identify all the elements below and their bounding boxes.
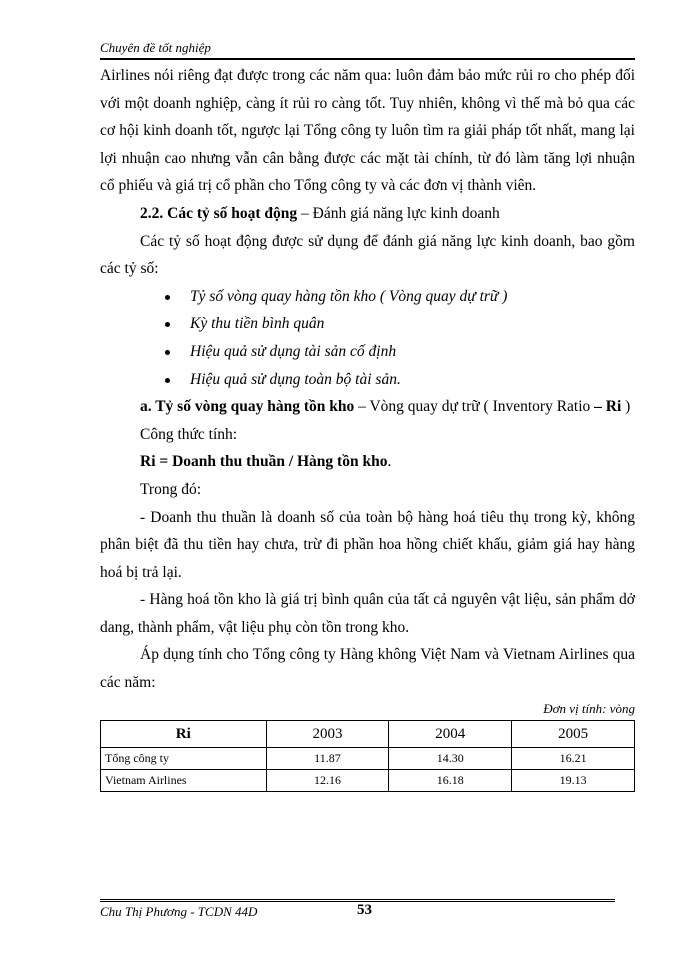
section-heading-number: 2.2. Các tỷ số hoạt động	[140, 204, 298, 222]
table-cell: 11.87	[266, 747, 389, 769]
page-header	[100, 40, 635, 60]
section-heading	[100, 200, 635, 228]
formula-text: Ri = Doanh thu thuần / Hàng tồn kho	[140, 453, 388, 471]
list-item: Tỷ số vòng quay hàng tồn kho ( Vòng quay dự trữ )	[100, 283, 635, 311]
column-header: 2003	[266, 720, 389, 747]
paragraph-ratios-intro: Các tỷ số hoạt động được sử dụng để đánh giá năng lực kinh doanh, bao gồm các tỷ số:	[100, 232, 635, 278]
table-cell: Tổng công ty	[101, 747, 267, 769]
formula-end: .	[387, 453, 392, 471]
header-title: Chuyên đề tốt nghiệp	[100, 40, 211, 55]
table-cell: 12.16	[266, 769, 389, 791]
table-cell: 16.18	[389, 769, 512, 791]
paragraph-apply: Áp dụng tính cho Tổng công ty Hàng không Việt Nam và Vietnam Airlines qua các năm:	[100, 646, 635, 692]
ratio-list	[100, 283, 635, 393]
list-item: Hiệu quả sử dụng toàn bộ tài sản.	[100, 366, 635, 394]
definition-inventory: - Hàng hoá tồn kho là giá trị bình quân của tất cả nguyên vật liệu, sản phẩm dở dang, thành phẩm, vật liệu phụ còn tồn trong kho.	[100, 591, 635, 636]
column-header: 2005	[512, 720, 635, 747]
subsection-a-title: a. Tỷ số vòng quay hàng tồn kho	[140, 398, 355, 416]
ri-table	[100, 720, 635, 792]
column-header: Ri	[101, 720, 267, 747]
subsection-a-heading	[100, 393, 635, 421]
table-unit: Đơn vị tính: vòng	[543, 700, 635, 716]
document-body	[100, 62, 635, 792]
formula	[100, 448, 635, 476]
section-heading-text: – Đánh giá năng lực kinh doanh	[297, 204, 500, 222]
where-label: Trong đó:	[140, 480, 202, 498]
definition-revenue: - Doanh thu thuần là doanh số của toàn bộ hàng hoá tiêu thụ trong kỳ, không phân biệt đã thu tiền hay chưa, trừ đi phần hoa hồng chiết khấu, giảm giá hay hàng hoá bị trả lại.	[100, 508, 635, 581]
subsection-a-desc: – Vòng quay dự trữ ( Inventory Ratio	[354, 398, 595, 416]
table-row	[101, 747, 635, 769]
list-item: Hiệu quả sử dụng tài sản cố định	[100, 338, 635, 366]
column-header: 2004	[389, 720, 512, 747]
table-header-row	[101, 720, 635, 747]
paragraph-intro: Airlines nói riêng đạt được trong các năm qua: luôn đảm bảo mức rủi ro cho phép đối với một doanh nghiệp, càng ít rủi ro càng tốt. Tuy nhiên, không vì thế mà bỏ qua các cơ hội kinh doanh tốt, ngược lại Tổng công ty luôn tìm ra giải pháp tốt nhất, mang lại lợi nhuận cao nhưng vẫn cân bằng được các mặt tài chính, từ đó làm tăng lợi nhuận cổ phiếu và giá trị cổ phần cho Tổng công ty và các đơn vị thành viên.	[100, 67, 635, 195]
table-row	[101, 769, 635, 791]
table-cell: 16.21	[512, 747, 635, 769]
subsection-a-close: )	[621, 398, 631, 416]
list-item: Kỳ thu tiền bình quân	[100, 310, 635, 338]
subsection-a-abbrev: – Ri	[594, 398, 622, 416]
page-number: 53	[357, 902, 372, 918]
table-cell: Vietnam Airlines	[101, 769, 267, 791]
formula-label: Công thức tính:	[140, 425, 238, 443]
table-cell: 14.30	[389, 747, 512, 769]
footer-author: Chu Thị Phương - TCDN 44D	[100, 904, 258, 919]
table-cell: 19.13	[512, 769, 635, 791]
